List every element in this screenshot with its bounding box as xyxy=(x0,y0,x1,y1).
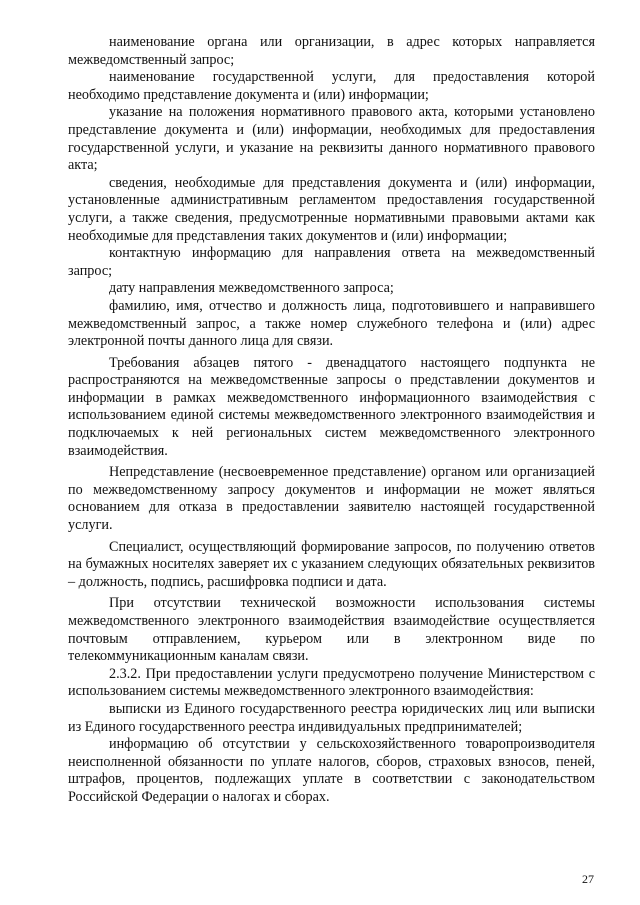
paragraph-non-submission: Непредставление (несвоевременное представление) органом или организацией по межведомственному запросу документов и информации не может являться основанием для отказа в предоставлении заявителю настоящей государственной услуги. xyxy=(68,464,595,534)
paragraph-specialist: Специалист, осуществляющий формирование запросов, по получению ответов на бумажных носителях заверяет их с указанием следующих обязательных реквизитов – должность, подпись, расшифровка подписи и дата. xyxy=(68,538,595,590)
document-page xyxy=(68,34,595,807)
paragraph-registry-extracts: выписки из Единого государственного реестра юридических лиц или выписки из Единого государственного реестра индивидуальных предпринимателей; xyxy=(68,700,595,735)
paragraph-required-info: сведения, необходимые для представления документа и (или) информации, установленные административным регламентом предоставления государственной услуги, а также сведения, предусмотренные нормативными правовыми актами как необходимые для представления таких документов и (или) информации; xyxy=(68,174,595,244)
paragraph-person-details: фамилию, имя, отчество и должность лица, подготовившего и направившего межведомственный запрос, а также номер служебного телефона и (или) адрес электронной почты данного лица для связи. xyxy=(68,297,595,350)
paragraph-tax-obligations: информацию об отсутствии у сельскохозяйственного товаропроизводителя неисполненной обязанности по уплате налогов, сборов, страховых взносов, пеней, штрафов, процентов, подлежащих уплате в соответствии с законодательством Российской Федерации о налогах и сборах. xyxy=(68,736,595,805)
paragraph-contact-info: контактную информацию для направления ответа на межведомственный запрос; xyxy=(68,245,595,279)
paragraph-technical-absence: При отсутствии технической возможности использования системы межведомственного электронного взаимодействия взаимодействие осуществляется почтовым отправлением, курьером или в электронном виде по телекоммуникационным каналам связи. xyxy=(68,595,595,665)
paragraph-requirements-exception: Требования абзацев пятого - двенадцатого настоящего подпункта не распространяются на межведомственные запросы о представлении документов и информации в рамках межведомственного информационного взаимодействия с использованием единой системы межведомственного электронного взаимодействия и подключаемых к ней региональных систем межведомственного электронного взаимодействия. xyxy=(68,354,595,459)
paragraph-section-2-3-2: 2.3.2. При предоставлении услуги предусмотрено получение Министерством с использованием системы межведомственного электронного взаимодействия: xyxy=(68,665,595,700)
paragraph-legal-act: указание на положения нормативного правового акта, которыми установлено представление документа и (или) информации, необходимых для предоставления государственной услуги, и указание на реквизиты данного нормативного правового акта; xyxy=(68,104,595,174)
paragraph-recipient: наименование органа или организации, в адрес которых направляется межведомственный запрос; xyxy=(68,34,595,68)
paragraph-service-name: наименование государственной услуги, для предоставления которой необходимо представление документа и (или) информации; xyxy=(68,69,595,103)
paragraph-request-date: дату направления межведомственного запроса; xyxy=(109,280,394,297)
page-number: 27 xyxy=(582,872,594,886)
